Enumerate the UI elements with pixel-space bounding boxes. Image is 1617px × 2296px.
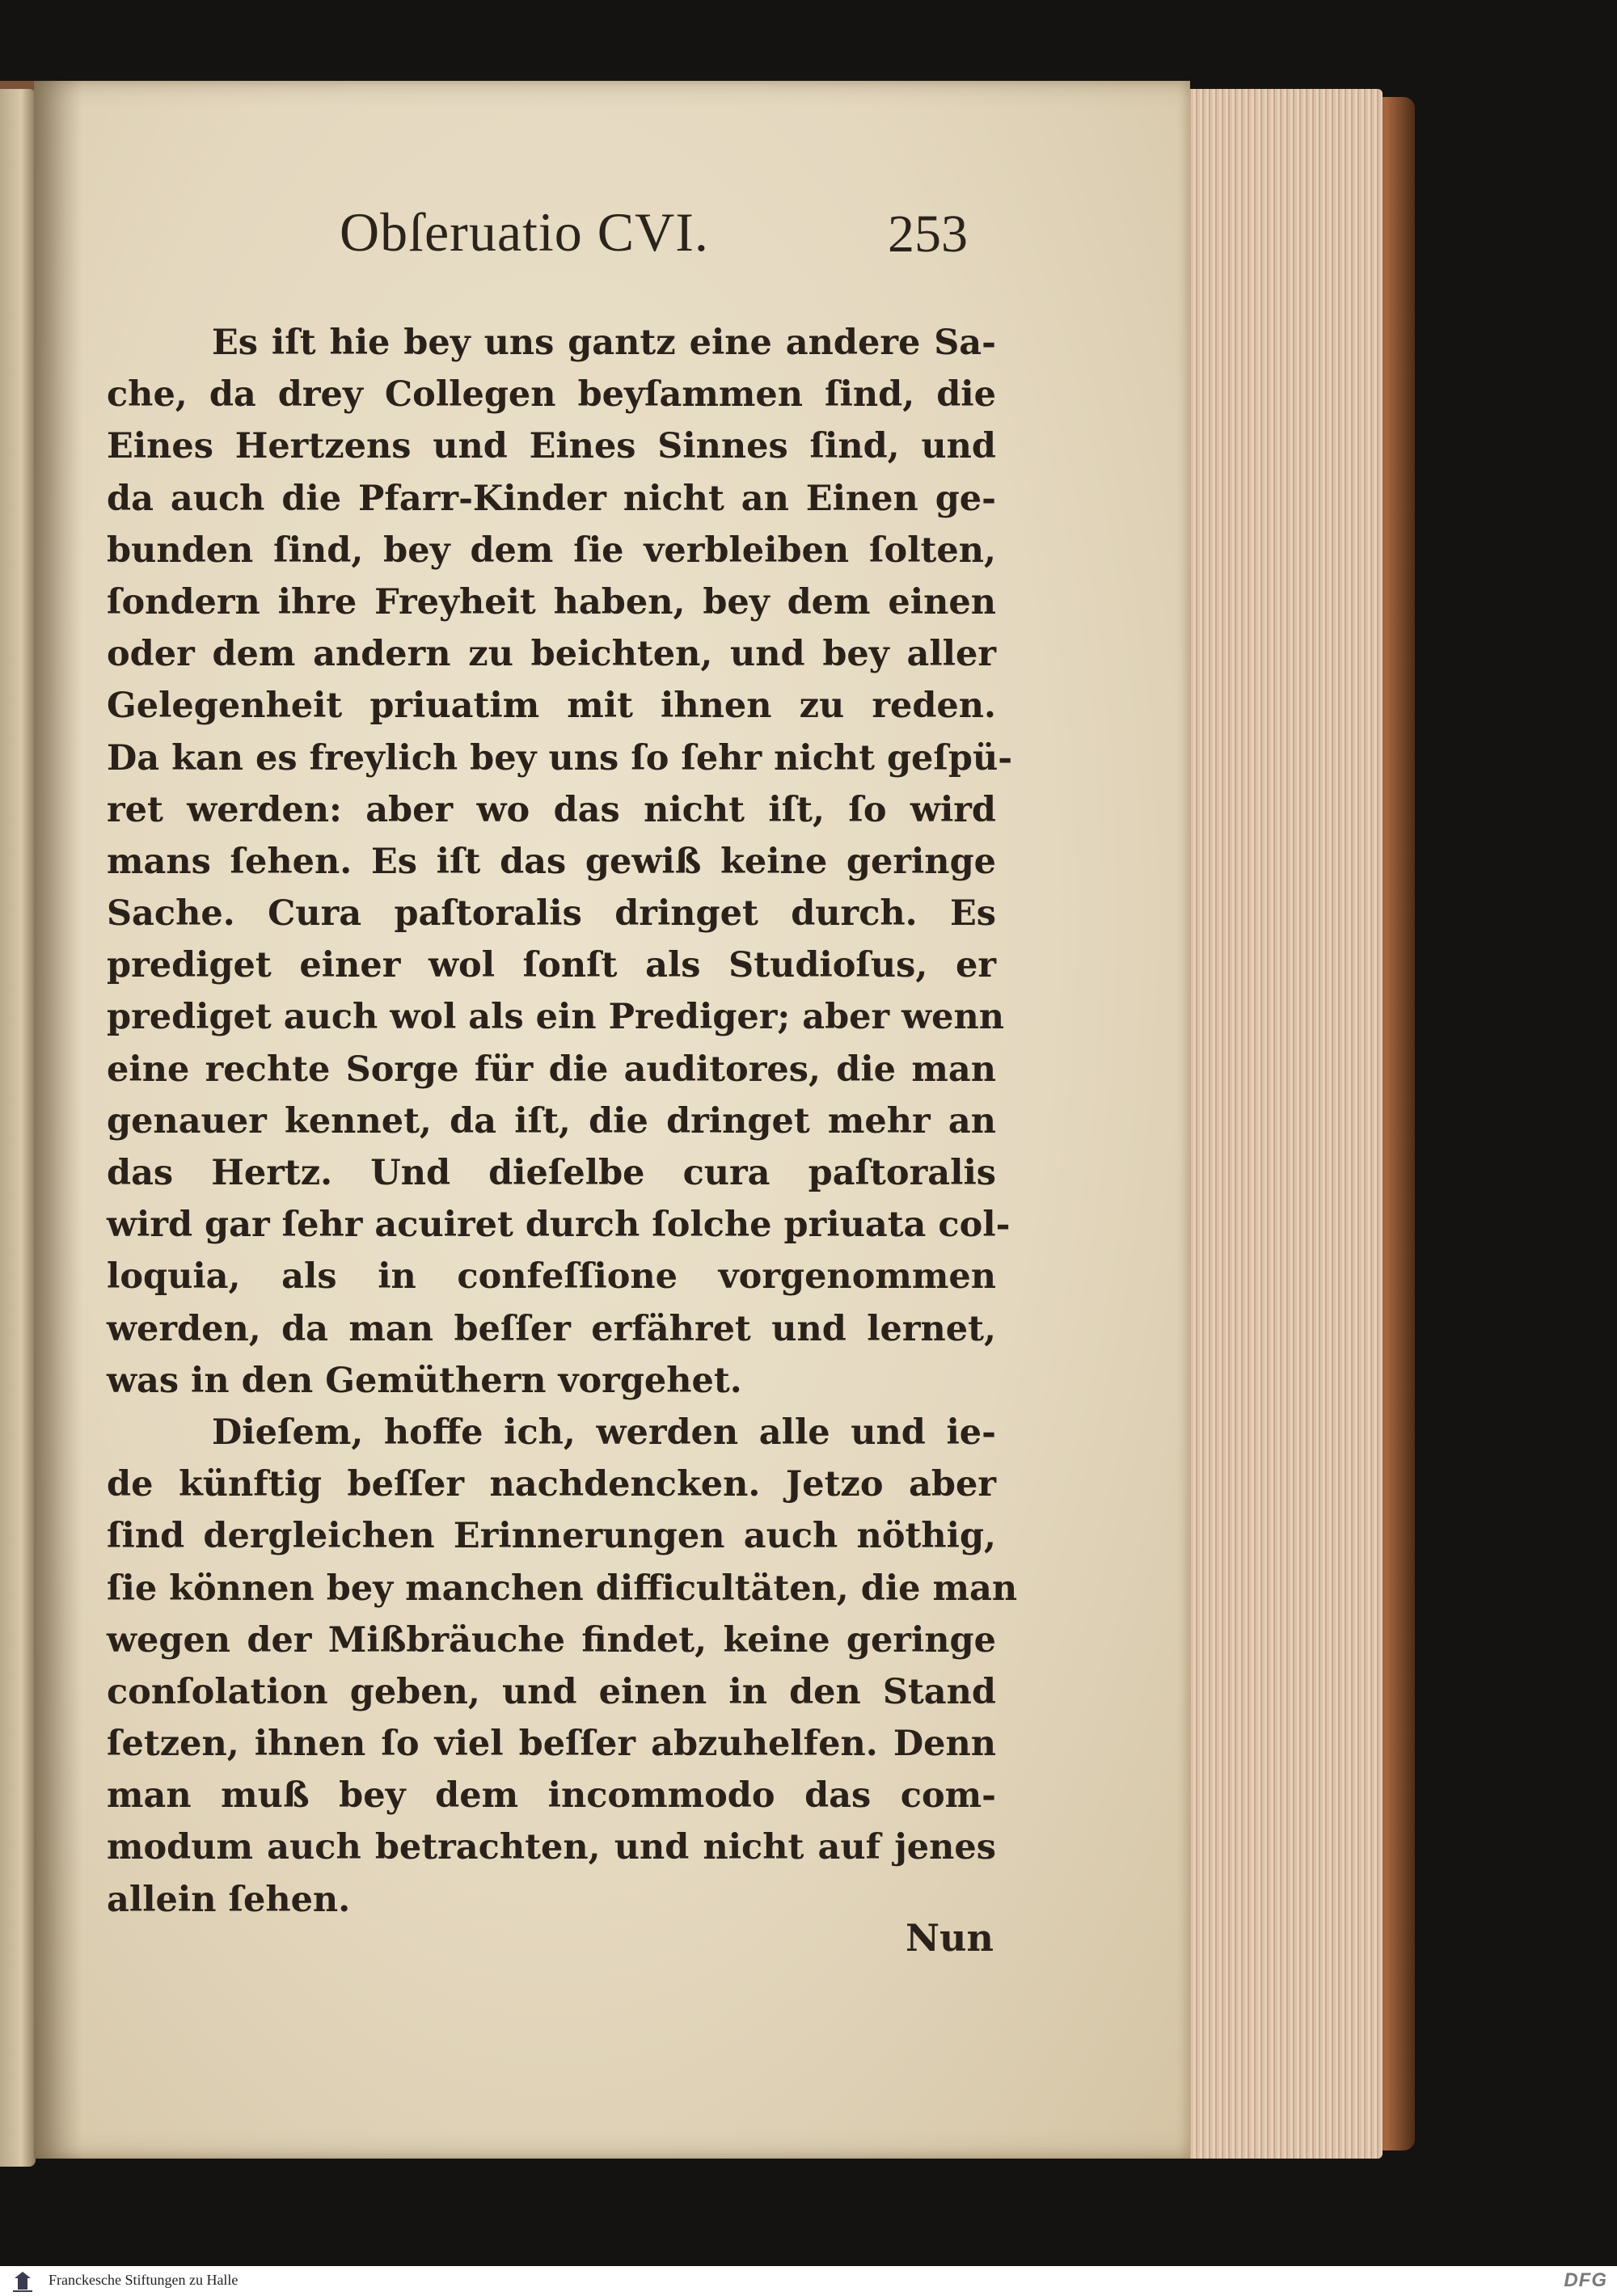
text-line: bunden ſind, bey dem ſie verbleiben ſolten, [107,530,996,571]
running-title: Obſeruatio CVI. [340,201,709,263]
text-line: wegen der Mißbräuche findet, keine geringe [107,1619,996,1661]
gutter-shadow [34,81,82,2159]
text-line: ſind dergleichen Erinnerungen auch nöthig, [107,1516,996,1557]
text-line: modum auch betrachten, und nicht auf jenes [107,1827,996,1868]
text-line: Gelegenheit priuatim mit ihnen zu reden. [107,686,996,727]
text-line: prediget einer wol ſonſt als Studioſus, er [107,945,996,986]
text-line: Eines Hertzens und Eines Sinnes ſind, und [107,426,996,467]
text-line: Dieſem, hoffe ich, werden alle und ie- [212,1412,996,1453]
text-line: mans ſehen. Es iſt das gewiß keine geringe [107,841,996,882]
text-line: man muß bey dem incommodo das com- [107,1775,996,1817]
text-line: allein ſehen. [107,1879,351,1920]
text-line: Da kan es freylich bey uns ſo ſehr nicht geſpü- [107,737,1013,779]
footer-bar [0,2266,1617,2296]
text-line: oder dem andern zu beichten, und bey aller [107,634,996,675]
text-line: ſetzen, ihnen ſo viel beſſer abzuhelfen. Denn [107,1724,996,1765]
page-number: 253 [888,205,968,264]
text-line: wird gar ſehr acuiret durch ſolche priuata col- [107,1205,1011,1246]
text-line: werden, da man beſſer erfähret und lernet, [107,1308,996,1349]
text-line: ſie können bey manchen difficultäten, die man [107,1568,1018,1609]
text-line: prediget auch wol als ein Prediger; aber wenn [107,997,1005,1038]
institution-logo-icon [8,2269,37,2294]
text-line: loquia, als in confeſſione vorgenommen [107,1256,996,1298]
body-text [107,317,1018,1926]
text-line: che, da drey Collegen beyſammen ſind, die [107,374,996,416]
text-line: de künftig beſſer nachdencken. Jetzo aber [107,1464,996,1505]
text-line: da auch die Pfarr-Kinder nicht an Einen ge- [107,478,996,519]
text-line: ſondern ihre Freyheit haben, bey dem einen [107,581,996,623]
text-line: conſolation geben, und einen in den Stand [107,1671,996,1712]
dfg-logo: DFG [1564,2269,1607,2291]
text-line: Es iſt hie bey uns gantz eine andere Sa- [212,323,996,363]
footer-institution: Franckesche Stiftungen zu Halle [49,2272,239,2288]
text-line: ret werden: aber wo das nicht iſt, ſo wird [107,789,996,830]
left-page-edge [0,89,36,2167]
text-line: genauer kennet, da iſt, die dringet mehr an [107,1100,996,1142]
text-line: Sache. Cura paſtoralis dringet durch. Es [107,893,996,935]
text-line: was in den Gemüthern vorgehet. [107,1360,742,1401]
text-line: eine rechte Sorge für die auditores, die man [107,1049,996,1090]
text-line: das Hertz. Und dieſelbe cura paſtoralis [107,1153,996,1193]
catchword: Nun [906,1916,994,1960]
